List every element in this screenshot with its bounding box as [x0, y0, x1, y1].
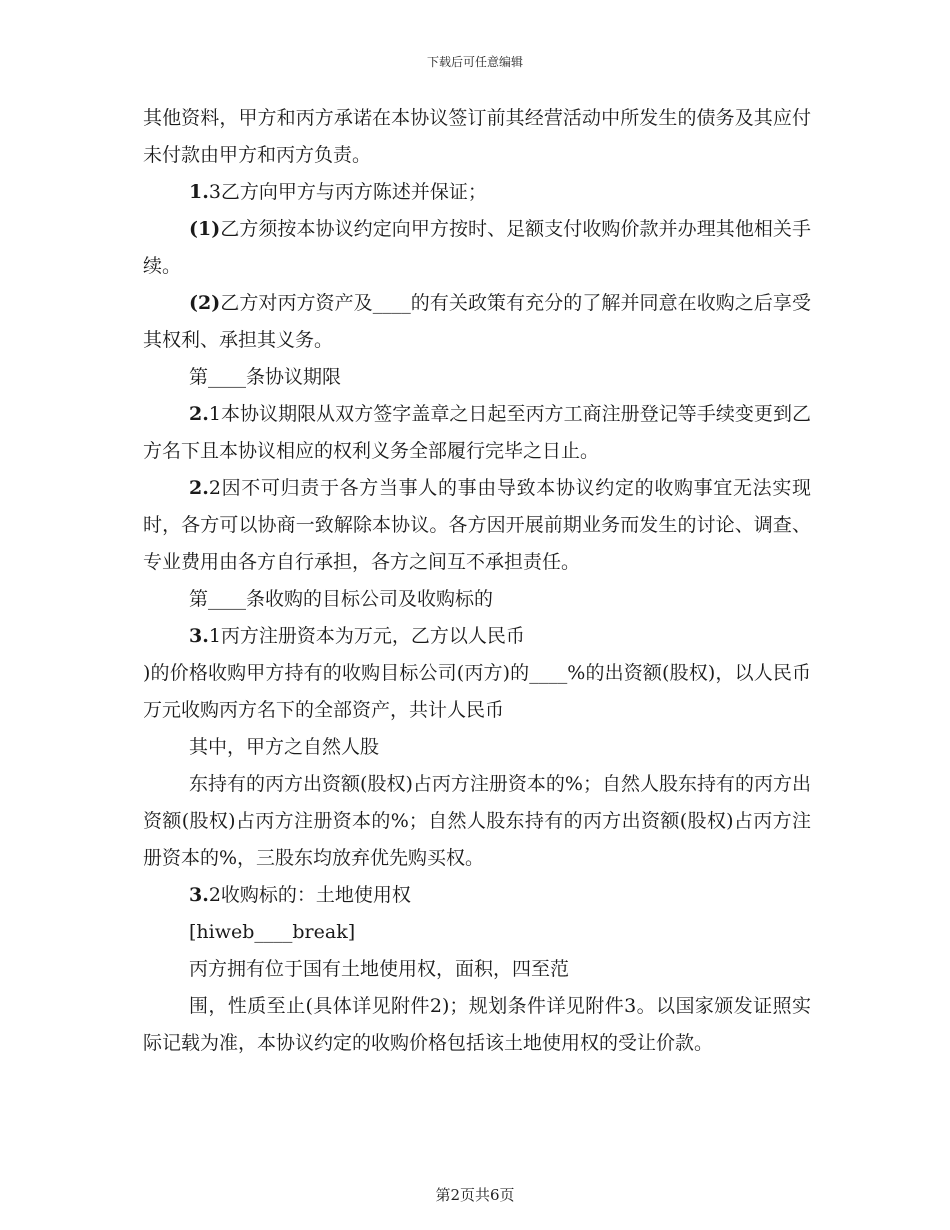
paragraph-14: 丙方拥有位于国有土地使用权，面积，四至范	[189, 958, 570, 980]
page-footer: 第2页共6页	[435, 1186, 515, 1204]
page-header: 下载后可任意编辑	[426, 55, 523, 69]
paragraph-2: (1)乙方须按本协议约定向甲方按时、足额支付收购价款并办理其他相关手续。	[143, 218, 811, 277]
paragraph-0: 其他资料，甲方和丙方承诺在本协议签订前其经营活动中所发生的债务及其应付未付款由甲方和丙方负责。	[143, 107, 811, 166]
paragraph-13: [hiweb____break]	[189, 921, 356, 943]
paragraph-9: )的价格收购甲方持有的收购目标公司(丙方)的____%的出资额(股权)，以人民币万元收购丙方名下的全部资产，共计人民币	[143, 662, 811, 721]
paragraph-10: 其中，甲方之自然人股	[189, 736, 380, 758]
section-heading-term: 第____条协议期限	[189, 366, 342, 388]
paragraph-5: 2.1本协议期限从双方签字盖章之日起至丙方工商注册登记等手续变更到乙方名下且本协议相应的权利义务全部履行完毕之日止。	[143, 403, 811, 462]
paragraph-15: 围，性质至止(具体详见附件2)；规划条件详见附件3。以国家颁发证照实际记载为准，本协议约定的收购价格包括该土地使用权的受让价款。	[143, 995, 811, 1054]
paragraph-6: 2.2因不可归责于各方当事人的事由导致本协议约定的收购事宜无法实现时，各方可以协商一致解除本协议。各方因开展前期业务而发生的讨论、调查、专业费用由各方自行承担，各方之间互不承担责任。	[143, 477, 811, 573]
paragraph-1: 1.3乙方向甲方与丙方陈述并保证；	[189, 181, 487, 203]
paragraph-12: 3.2收购标的：土地使用权	[189, 884, 411, 906]
document-body	[143, 100, 811, 1062]
paragraph-8: 3.1丙方注册资本为万元，乙方以人民币	[189, 625, 525, 647]
section-heading-target: 第____条收购的目标公司及收购标的	[189, 588, 494, 610]
paragraph-3: (2)乙方对丙方资产及____的有关政策有充分的了解并同意在收购之后享受其权利、承担其义务。	[143, 292, 811, 351]
paragraph-11: 东持有的丙方出资额(股权)占丙方注册资本的%；自然人股东持有的丙方出资额(股权)占丙方注册资本的%；自然人股东持有的丙方出资额(股权)占丙方注册资本的%，三股东均放弃优先购买权。	[143, 773, 811, 869]
